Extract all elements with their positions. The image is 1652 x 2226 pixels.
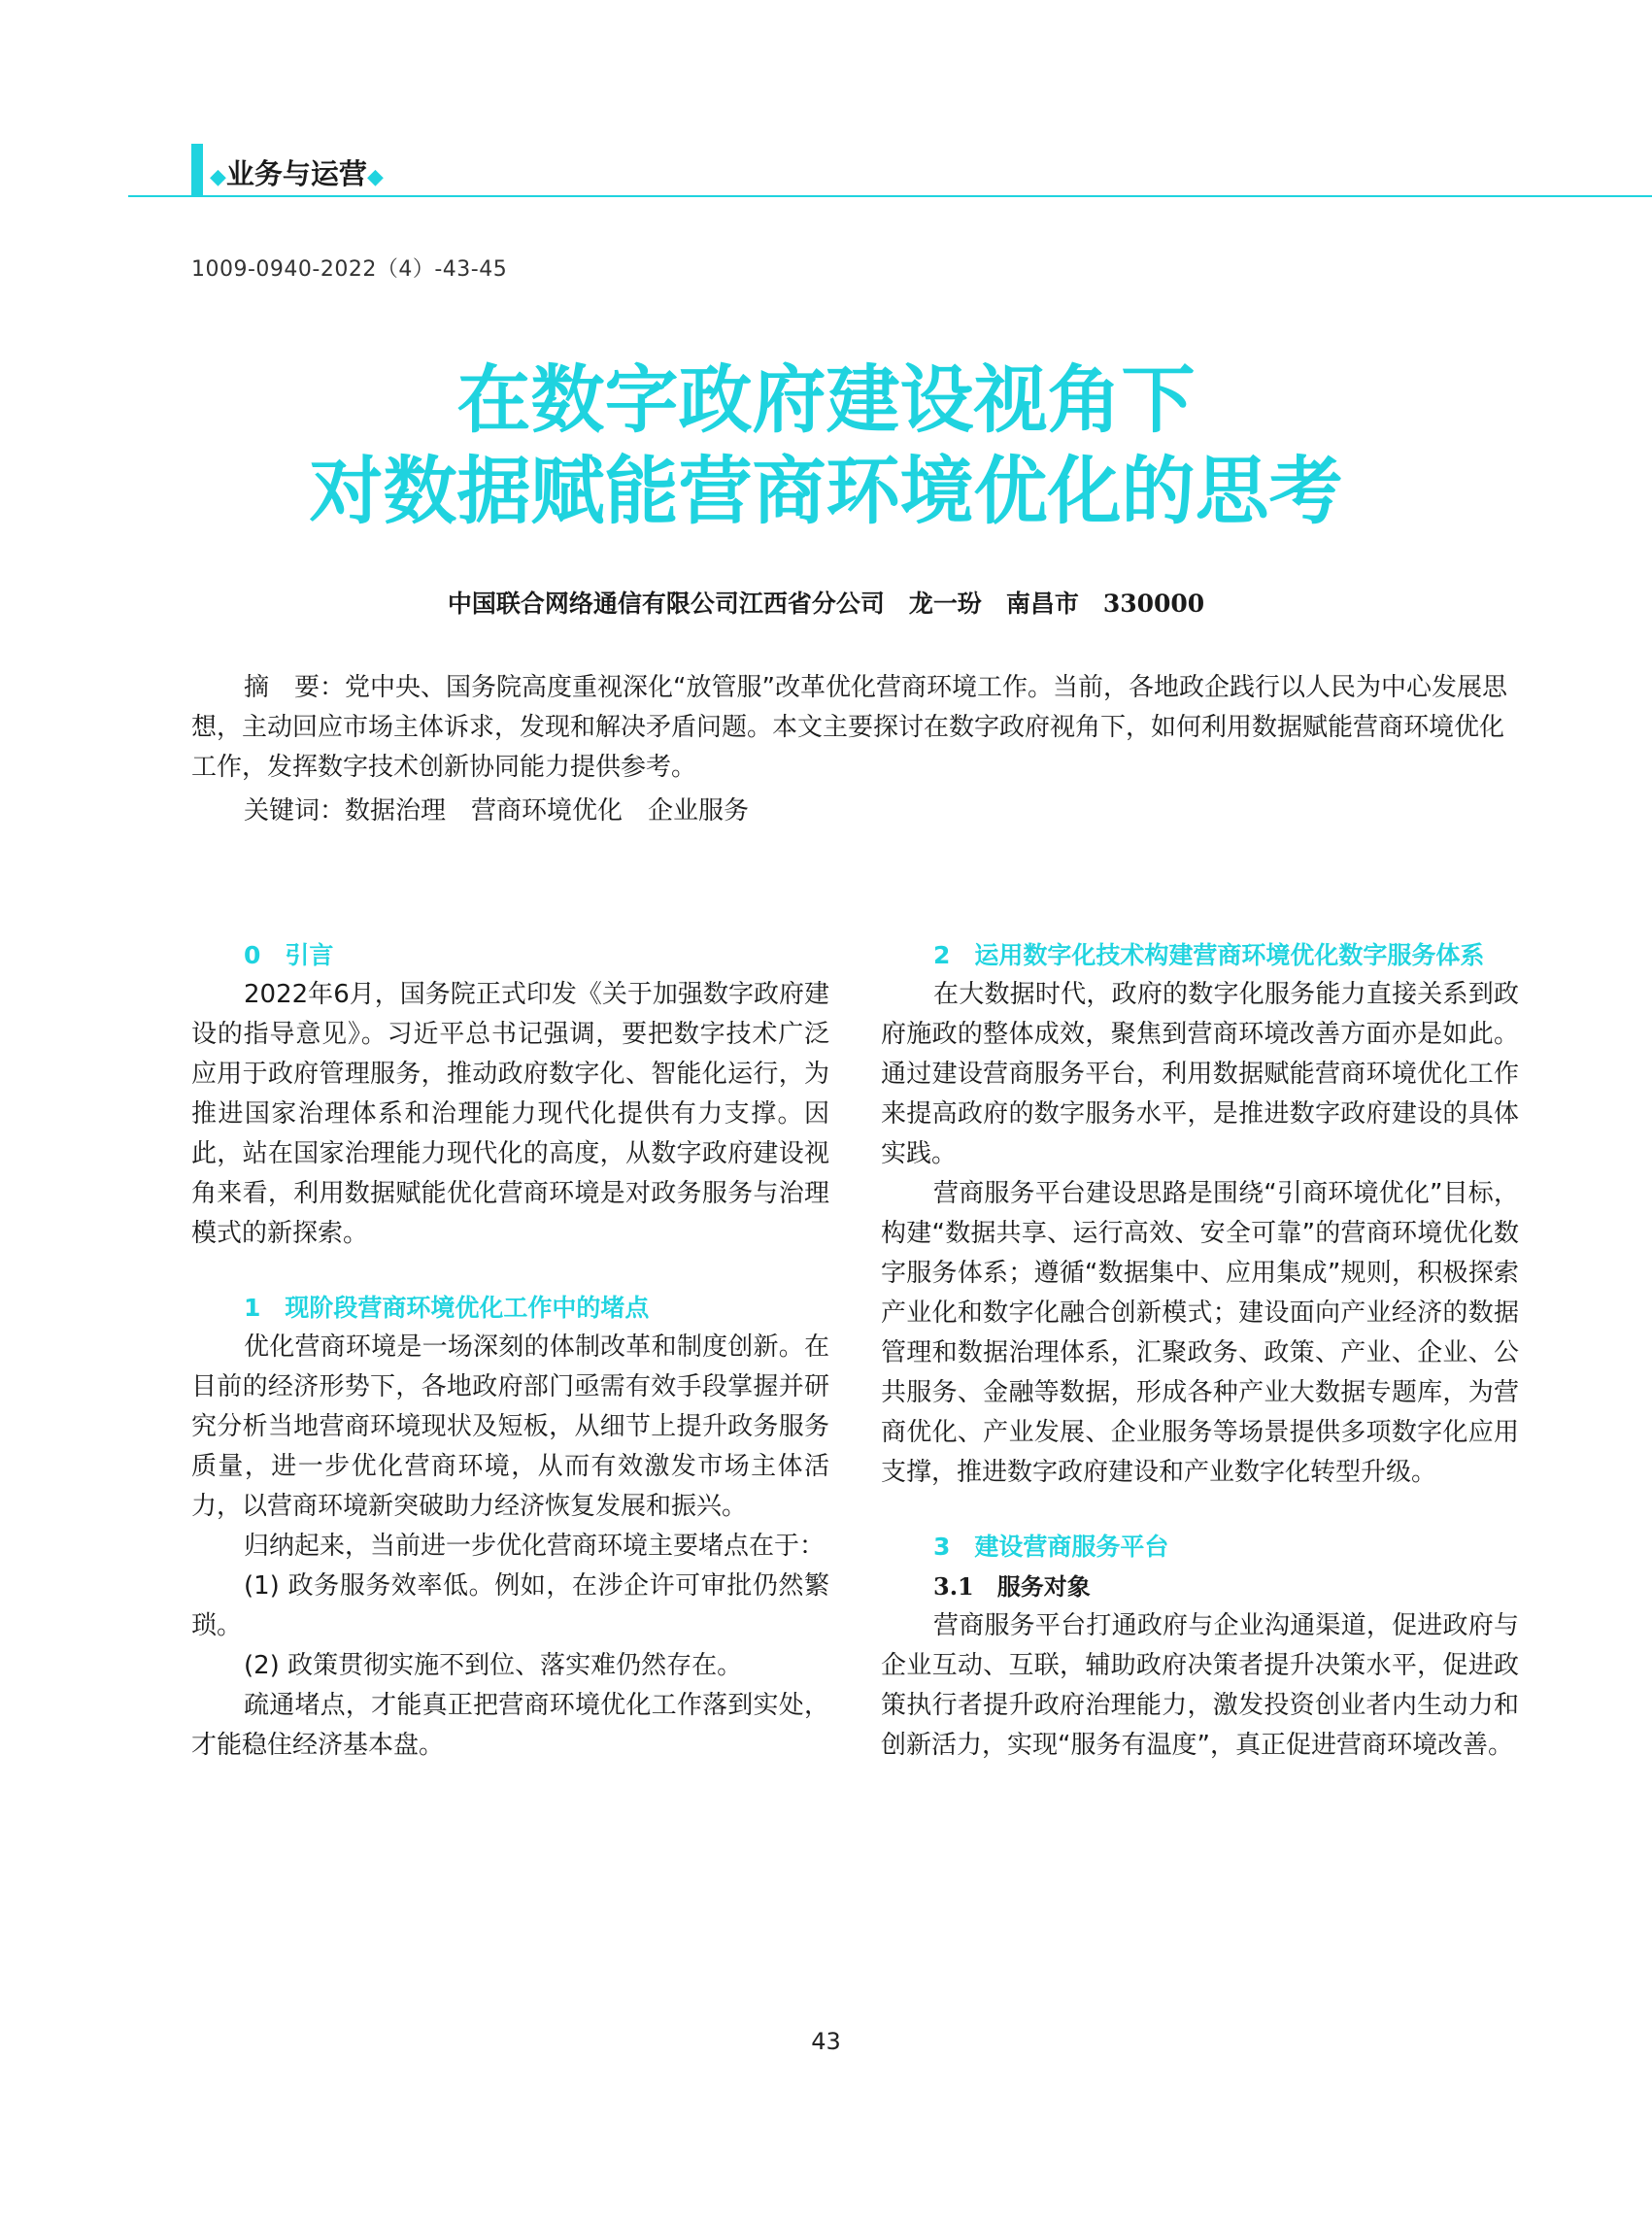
diamond-icon: ◆ [210,165,226,189]
header-rule [128,195,1652,197]
section-heading-0: 0 引言 [244,941,334,969]
title-line-1: 在数字政府建设视角下 [456,356,1196,443]
left-column [191,935,829,1766]
abstract-text: 摘 要：党中央、国务院高度重视深化“放管服”改革优化营商环境工作。当前，各地政企践行以人民为中心发展思想，主动回应市场主体诉求，发现和解决矛盾问题。本文主要探讨在数字政府视角下，如何利用数据赋能营商环境优化工作，发挥数字技术创新协同能力提供参考。 [191,673,1507,782]
paragraph: 疏通堵点，才能真正把营商环境优化工作落到实处，才能稳住经济基本盘。 [191,1691,829,1760]
section-name: 业务与运营 [225,157,367,190]
paragraph: 2022年6月，国务院正式印发《关于加强数字政府建设的指导意见》。习近平总书记强调，要把数字技术广泛应用于政府管理服务，推动政府数字化、智能化运行，为推进国家治理体系和治理能力现代化提供有力支撑。因此，站在国家治理能力现代化的高度，从数字政府建设视角来看，利用数据赋能优化营商环境是对政务服务与治理模式的新探索。 [191,980,829,1248]
section-heading-3: 3 建设营商服务平台 [933,1533,1169,1561]
paragraph: 优化营商环境是一场深刻的体制改革和制度创新。在目前的经济形势下，各地政府部门亟需有效手段掌握并研究分析当地营商环境现状及短板，从细节上提升政务服务质量，进一步优化营商环境，从而有效激发市场主体活力，以营商环境新突破助力经济恢复发展和振兴。 [191,1332,829,1521]
section-header [210,152,384,192]
keywords: 关键词：数据治理 营商环境优化 企业服务 [244,796,750,826]
abstract [191,668,1512,831]
page-number: 43 [811,2028,841,2055]
paragraph: 在大数据时代，政府的数字化服务能力直接关系到政府施政的整体成效，聚焦到营商环境改善方面亦是如此。通过建设营商服务平台，利用数据赋能营商环境优化工作来提高政府的数字服务水平，是推进数字政府建设的具体实践。 [881,980,1519,1168]
paragraph: (1) 政务服务效率低。例如，在涉企许可审批仍然繁琐。 [191,1571,829,1640]
section-heading-1: 1 现阶段营商环境优化工作中的堵点 [244,1294,650,1322]
section-heading-2: 2 运用数字化技术构建营商环境优化数字服务体系 [933,941,1485,969]
subsection-heading-3-1: 3.1 服务对象 [933,1572,1091,1601]
title-line-2: 对数据赋能营商环境优化的思考 [309,448,1343,534]
paragraph: (2) 政策贯彻实施不到位、落实难仍然存在。 [244,1651,743,1680]
paragraph: 归纳起来，当前进一步优化营商环境主要堵点在于： [244,1532,826,1561]
author-line: 中国联合网络通信有限公司江西省分公司 龙一玢 南昌市 330000 [447,590,1205,618]
paragraph: 营商服务平台建设思路是围绕“引商环境优化”目标，构建“数据共享、运行高效、安全可靠”的营商环境优化数字服务体系；遵循“数据集中、应用集成”规则，积极探索产业化和数字化融合创新模式；建设面向产业经济的数据管理和数据治理体系，汇聚政务、政策、产业、企业、公共服务、金融等数据，形成各种产业大数据专题库，为营商优化、产业发展、企业服务等场景提供多项数字化应用支撑，推进数字政府建设和产业数字化转型升级。 [881,1179,1519,1487]
right-column [881,935,1519,1766]
diamond-icon: ◆ [366,165,384,189]
header-accent-bar [191,144,203,196]
paragraph: 营商服务平台打通政府与企业沟通渠道，促进政府与企业互动、互联，辅助政府决策者提升决策水平，促进政策执行者提升政府治理能力，激发投资创业者内生动力和创新活力，实现“服务有温度”，真正促进营商环境改善。 [881,1611,1519,1760]
doc-code: 1009-0940-2022（4）-43-45 [191,257,508,282]
